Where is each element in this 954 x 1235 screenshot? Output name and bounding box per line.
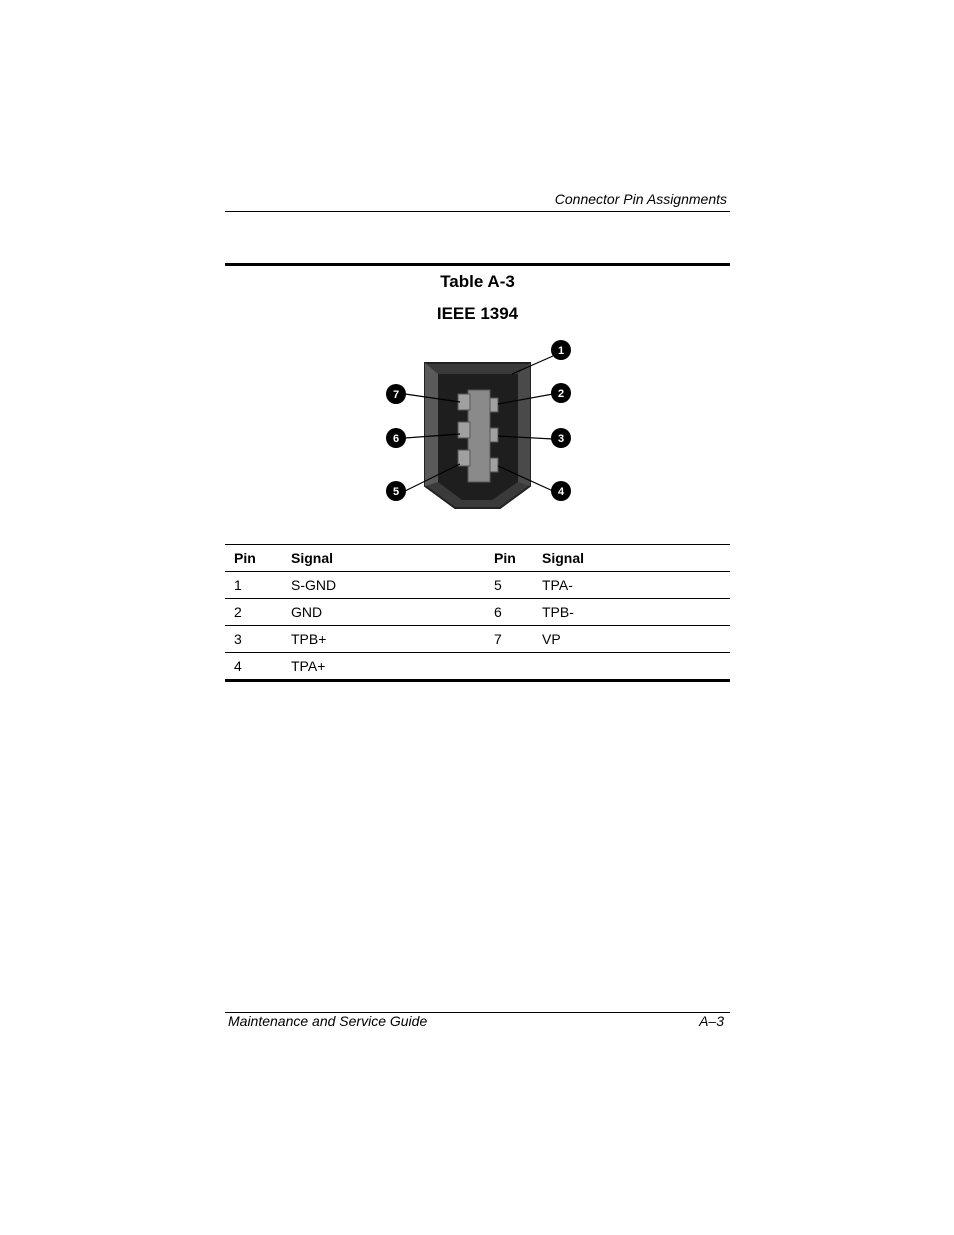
svg-text:1: 1 [557,345,565,357]
svg-text:6: 6 [392,433,400,445]
callout-6 [386,428,406,448]
column-header: Signal [291,545,485,572]
column-header: Pin [225,545,291,572]
pin-assignment-table [225,544,730,682]
pin-number: 2 [225,599,291,626]
signal-name: TPB+ [291,626,485,653]
pin-contact [490,428,498,442]
pin-number [485,653,542,681]
pin-number: 1 [234,577,242,593]
pin-contact [490,398,498,412]
svg-text:7: 7 [392,389,400,401]
table-number: Table A-3 [440,272,515,291]
pin-number: 4 [225,653,291,681]
header-rule [225,211,730,212]
svg-text:2: 2 [557,388,565,400]
column-header: Signal [542,545,730,572]
signal-name: GND [291,599,485,626]
pin-number: 7 [485,626,542,653]
svg-text:3: 3 [557,433,565,445]
pin-contact [490,458,498,472]
pin-number: 6 [485,599,542,626]
callout-1 [551,340,571,360]
callout-5 [386,481,406,501]
signal-name: TPA- [542,577,573,593]
signal-name: TPB- [542,599,730,626]
pin-number: 3 [225,626,291,653]
table-title: IEEE 1394 [436,304,519,323]
table-top-rule [225,263,730,266]
signal-name: S-GND [291,577,337,593]
pin-number: 5 [494,577,502,593]
callout-3 [551,428,571,448]
callout-2 [551,383,571,403]
table-row [225,599,730,626]
svg-text:4: 4 [557,486,565,498]
footer-guide-title: Maintenance and Service Guide [228,1013,428,1029]
connector-shell-highlight [425,363,438,486]
connector-shell-right [518,363,530,486]
pin-contact [458,422,470,438]
table-row [225,653,730,681]
svg-text:5: 5 [392,486,400,498]
ieee1394-connector-figure [380,336,580,516]
signal-name [542,653,730,681]
table-row [225,572,730,599]
column-header: Pin [485,545,542,572]
running-header: Connector Pin Assignments [554,191,727,207]
footer-page-number: A–3 [699,1013,724,1029]
table-header-row [225,545,730,572]
callout-7 [386,384,406,404]
callout-4 [551,481,571,501]
signal-name: VP [542,626,730,653]
connector-tongue [468,390,490,482]
signal-name: TPA+ [291,653,485,681]
table-row [225,626,730,653]
